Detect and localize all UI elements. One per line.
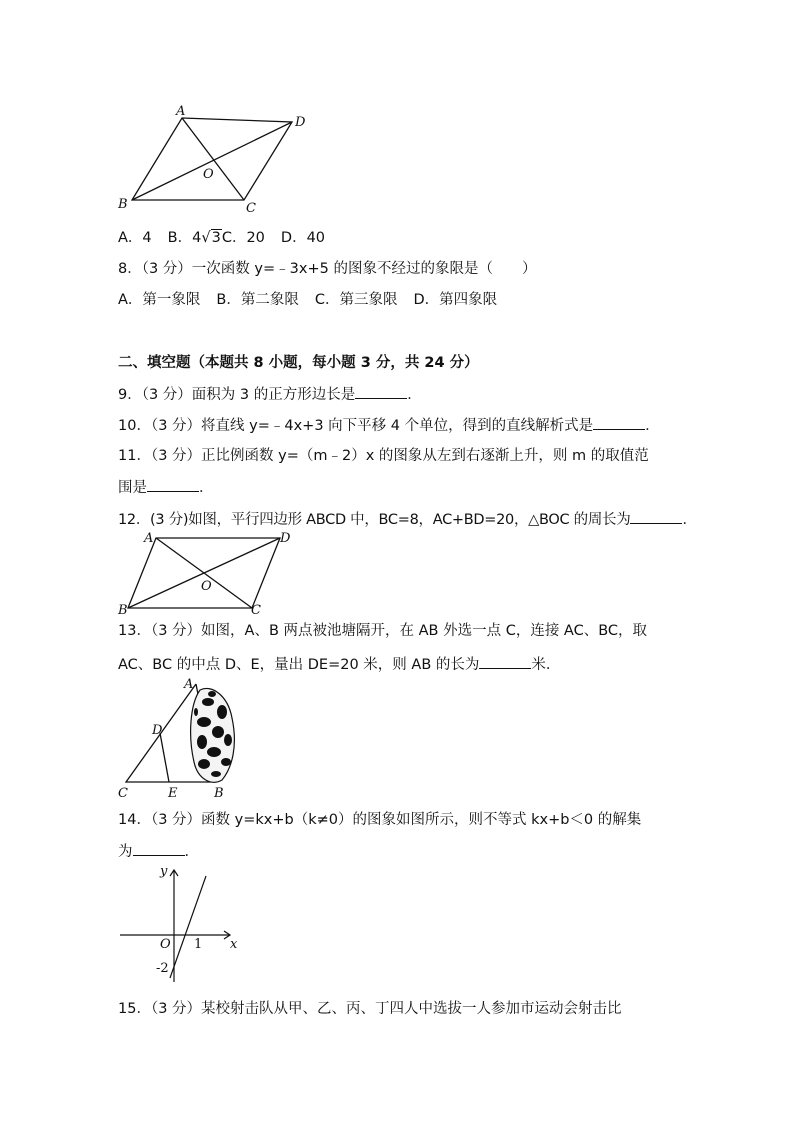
q13-end: 米． <box>531 657 561 673</box>
q8-stem: 8．（3 分）一次函数 y=﹣3x+5 的图象不经过的象限是（ ） <box>118 261 537 277</box>
q7-option-c: C．20 <box>221 230 265 246</box>
vertex-label-d: D <box>280 531 291 546</box>
q8-option-a: A．第一象限 <box>118 292 201 308</box>
vertex-label-a: A <box>184 677 194 692</box>
q9 <box>118 384 422 405</box>
vertex-label-c: C <box>246 201 256 215</box>
section-title: 二、填空题（本题共 8 小题，每小题 3 分，共 24 分） <box>118 355 479 371</box>
q8-options <box>118 290 513 310</box>
vertex-label-b: B <box>214 786 224 801</box>
vertex-label-d: D <box>152 723 163 738</box>
q14-end: ． <box>184 844 199 860</box>
y-axis-label: y <box>160 864 168 879</box>
q10 <box>118 415 660 436</box>
q8-option-c: C．第三象限 <box>314 292 398 308</box>
q10-end: ． <box>645 418 660 434</box>
vertex-label-c: C <box>118 786 128 801</box>
q11-text: 围是 <box>118 480 147 496</box>
q7-option-d: D．40 <box>280 230 326 246</box>
vertex-label-b: B <box>118 197 128 212</box>
x-axis-label: x <box>230 937 238 952</box>
vertex-label-o: O <box>201 579 212 594</box>
vertex-label-d: D <box>295 115 306 130</box>
q15-line1: 15．（3 分）某校射击队从甲、乙、丙、丁四人中选拔一人参加市运动会射击比 <box>118 1001 622 1017</box>
vertex-label-e: E <box>168 786 178 801</box>
function-line <box>170 876 206 978</box>
q13-text: AC、BC 的中点 D、E，量出 DE=20 米，则 AB 的长为 <box>118 657 480 673</box>
answer-blank[interactable] <box>630 509 682 524</box>
answer-blank[interactable] <box>593 415 645 430</box>
pond-shape <box>191 688 235 782</box>
q14-line2 <box>118 841 199 862</box>
answer-blank[interactable] <box>147 477 199 492</box>
q8-option-b: B．第二象限 <box>216 292 299 308</box>
q10-text: 10．（3 分）将直线 y=﹣4x+3 向下平移 4 个单位，得到的直线解析式是 <box>118 418 594 434</box>
answer-blank[interactable] <box>133 841 185 856</box>
vertex-label-a: A <box>144 531 154 546</box>
q14-line1: 14．（3 分）函数 y=kx+b（k≠0）的图象如图所示，则不等式 kx+b＜0 的解集 <box>118 812 642 828</box>
q9-end: ． <box>407 387 422 403</box>
vertex-label-a: A <box>176 104 186 119</box>
x-intercept-label: 1 <box>194 937 203 952</box>
y-intercept-label: -2 <box>156 961 169 976</box>
linear-function-graph <box>112 862 242 988</box>
q7-options <box>118 228 341 248</box>
vertex-label-c: C <box>251 603 261 618</box>
q11-line2 <box>118 477 214 498</box>
q9-text: 9．（3 分）面积为 3 的正方形边长是 <box>118 387 356 403</box>
q8-option-d: D．第四象限 <box>413 292 498 308</box>
answer-blank[interactable] <box>479 654 531 669</box>
q11-line1: 11．（3 分）正比例函数 y=（m﹣2）x 的图象从左到右逐渐上升，则 m 的取值范 <box>118 448 649 464</box>
parallelogram-figure-q7 <box>112 100 322 215</box>
q11-end: ． <box>199 480 214 496</box>
q13-line1: 13．（3 分）如图，A、B 两点被池塘隔开，在 AB 外选一点 C，连接 AC、BC，取 <box>118 623 648 639</box>
q7-option-a: A．4 <box>118 230 152 246</box>
vertex-label-o: O <box>203 167 214 182</box>
q7-option-b: B．4√3 <box>167 230 221 246</box>
q12-text: 12．(3 分)如图，平行四边形 ABCD 中，BC=8，AC+BD=20，△BOC 的周长为 <box>118 512 631 528</box>
q13-line2 <box>118 654 560 675</box>
q14-text: 为 <box>118 844 133 860</box>
parallelogram-figure-q12 <box>112 528 302 618</box>
answer-blank[interactable] <box>355 384 407 399</box>
q12 <box>118 509 697 530</box>
vertex-label-b: B <box>118 603 128 618</box>
pond-triangle-figure <box>112 676 252 804</box>
origin-label: O <box>160 937 171 952</box>
q12-end: ． <box>682 512 697 528</box>
